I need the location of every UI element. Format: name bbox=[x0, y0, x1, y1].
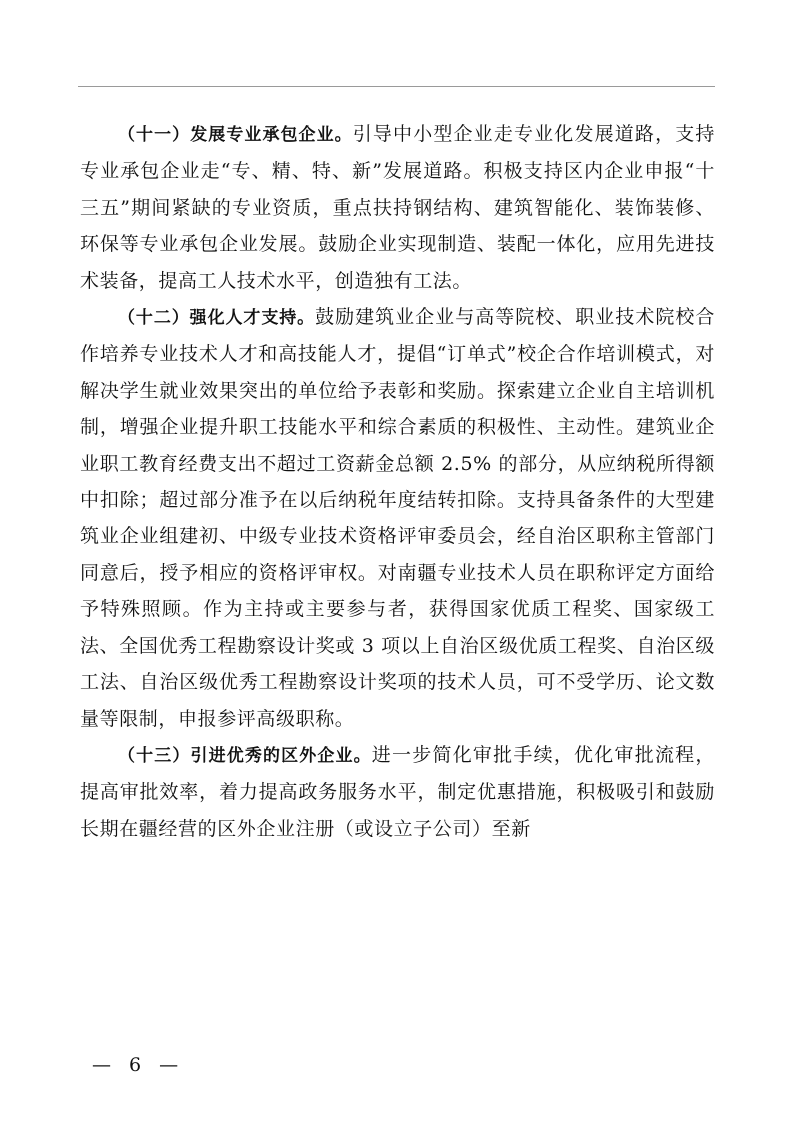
paragraph-section-13 bbox=[80, 737, 715, 847]
document-body bbox=[80, 116, 715, 847]
section-text-11: 引导中小型企业走专业化发展道路，支持专业承包企业走“专、精、特、新”发展道路。积极支持区内企业申报“十三五”期间紧缺的专业资质，重点扶持钢结构、建筑智能化、装饰装修、环保等专业承包企业发展。鼓励企业实现制造、装配一体化，应用先进技术装备，提高工人技术水平，创造独有工法。 bbox=[80, 123, 715, 292]
section-heading-11: （十一）发展专业承包企业。 bbox=[118, 125, 353, 145]
paragraph-section-12 bbox=[80, 299, 715, 737]
header-rule bbox=[78, 86, 715, 87]
section-text-13: 进一步简化审批手续，优化审批流程，提高审批效率，着力提高政务服务水平，制定优惠措施，积极吸引和鼓励长期在疆经营的区外企业注册（或设立子公司）至新 bbox=[80, 743, 716, 840]
page-number: — 6 — bbox=[92, 1054, 185, 1076]
paragraph-section-11 bbox=[80, 116, 715, 299]
section-heading-12: （十二）强化人才支持。 bbox=[118, 308, 316, 329]
section-heading-13: （十三）引进优秀的区外企业。 bbox=[118, 745, 372, 766]
section-text-12: 鼓励建筑业企业与高等院校、职业技术院校合作培养专业技术人才和高技能人才，提倡“订单式”校企合作培训模式，对解决学生就业效果突出的单位给予表彰和奖励。探索建立企业自主培训机制，增强企业提升职工技能水平和综合素质的积极性、主动性。建筑业企业职工教育经费支出不超过工资薪金总额 2.5% 的部分，从应纳税所得额中扣除；超过部分准予在以后纳税年度结转扣除。支持具备条件的大型建筑业企业组建初、中级专业技术资格评审委员会，经自治区职称主管部门同意后，授予相应的资格评审权。对南疆专业技术人员在职称评定方面给予特殊照顾。作为主持或主要参与者，获得国家优质工程奖、国家级工法、全国优秀工程勘察设计奖或 3 项以上自治区级优质工程奖、自治区级工法、自治区级优秀工程勘察设计奖项的技术人员，可不受学历、论文数量等限制，申报参评高级职称。 bbox=[80, 306, 715, 730]
